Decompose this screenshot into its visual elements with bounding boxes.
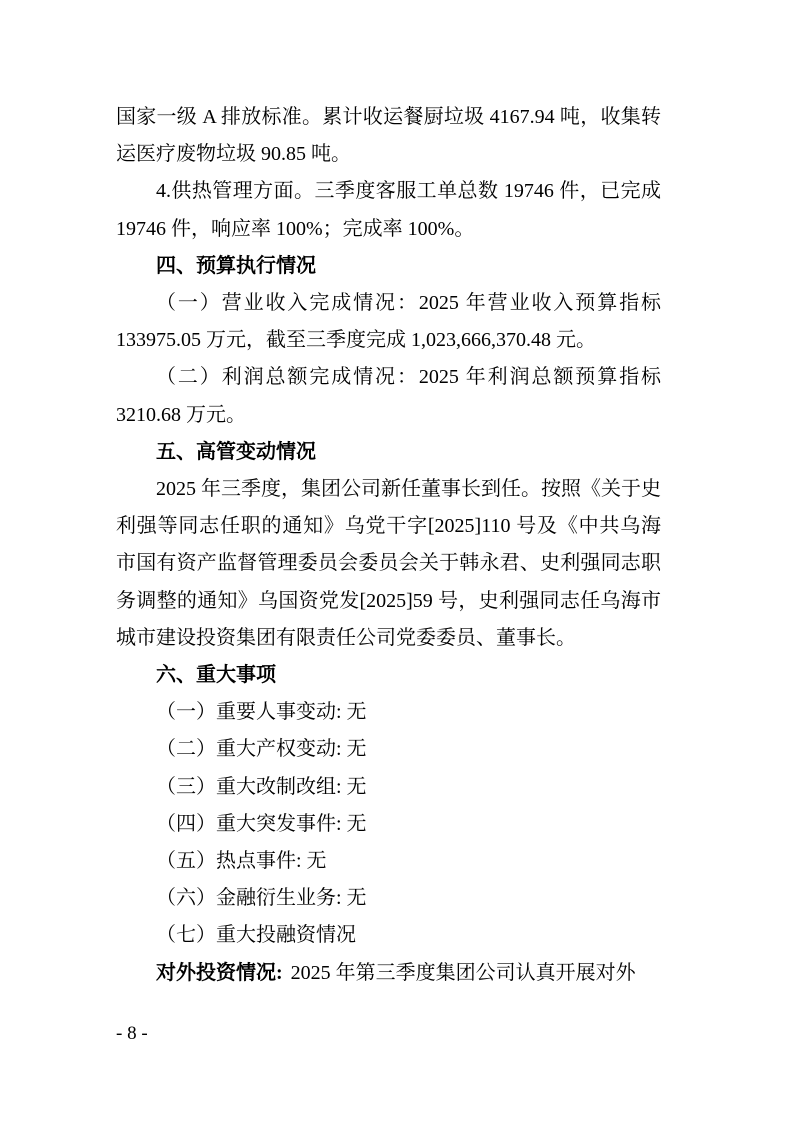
list-item-personnel-changes: （一）重要人事变动: 无 — [156, 701, 367, 724]
heading-section-5-executive-changes: 五、高管变动情况 — [156, 440, 316, 463]
heading-section-4-budget-execution: 四、预算执行情况 — [156, 254, 316, 277]
document-body — [116, 99, 661, 992]
list-item-major-investment-financing: （七）重大投融资情况 — [156, 924, 356, 947]
paragraph-profit-completion: （二）利润总额完成情况：2025 年利润总额预算指标 3210.68 万元。 — [116, 366, 661, 426]
list-item-financial-derivatives: （六）金融衍生业务: 无 — [156, 887, 367, 910]
list-item-restructuring: （三）重大改制改组: 无 — [156, 775, 367, 798]
external-investment-text: 2025 年第三季度集团公司认真开展对外 — [290, 961, 636, 984]
paragraph-chairman-appointment: 2025 年三季度，集团公司新任董事长到任。按照《关于史利强等同志任职的通知》乌党干字[2025]110 号及《中共乌海市国有资产监督管理委员会委员会关于韩永君、史利强同志职务调整的通知》乌国资党发[2025]59 号，史利强同志任乌海市城市建设投资集团有限责任公司党委委员、董事长。 — [116, 478, 661, 649]
paragraph-external-investment — [116, 955, 661, 992]
list-item-hot-events: （五）热点事件: 无 — [156, 850, 327, 873]
list-item-major-emergencies: （四）重大突发事件: 无 — [156, 812, 367, 835]
page-number: - 8 - — [116, 1023, 148, 1044]
paragraph-revenue-completion: （一）营业收入完成情况：2025 年营业收入预算指标 133975.05 万元，截至三季度完成 1,023,666,370.48 元。 — [116, 292, 661, 352]
paragraph-heating-management: 4.供热管理方面。三季度客服工单总数 19746 件，已完成 19746 件，响应率 100%；完成率 100%。 — [116, 180, 661, 240]
list-item-property-rights-changes: （二）重大产权变动: 无 — [156, 738, 367, 761]
paragraph-waste-collection: 国家一级 A 排放标准。累计收运餐厨垃圾 4167.94 吨，收集转运医疗废物垃圾 90.85 吨。 — [116, 106, 661, 166]
heading-section-6-major-matters: 六、重大事项 — [156, 664, 276, 687]
external-investment-lead-label: 对外投资情况: — [156, 961, 283, 984]
